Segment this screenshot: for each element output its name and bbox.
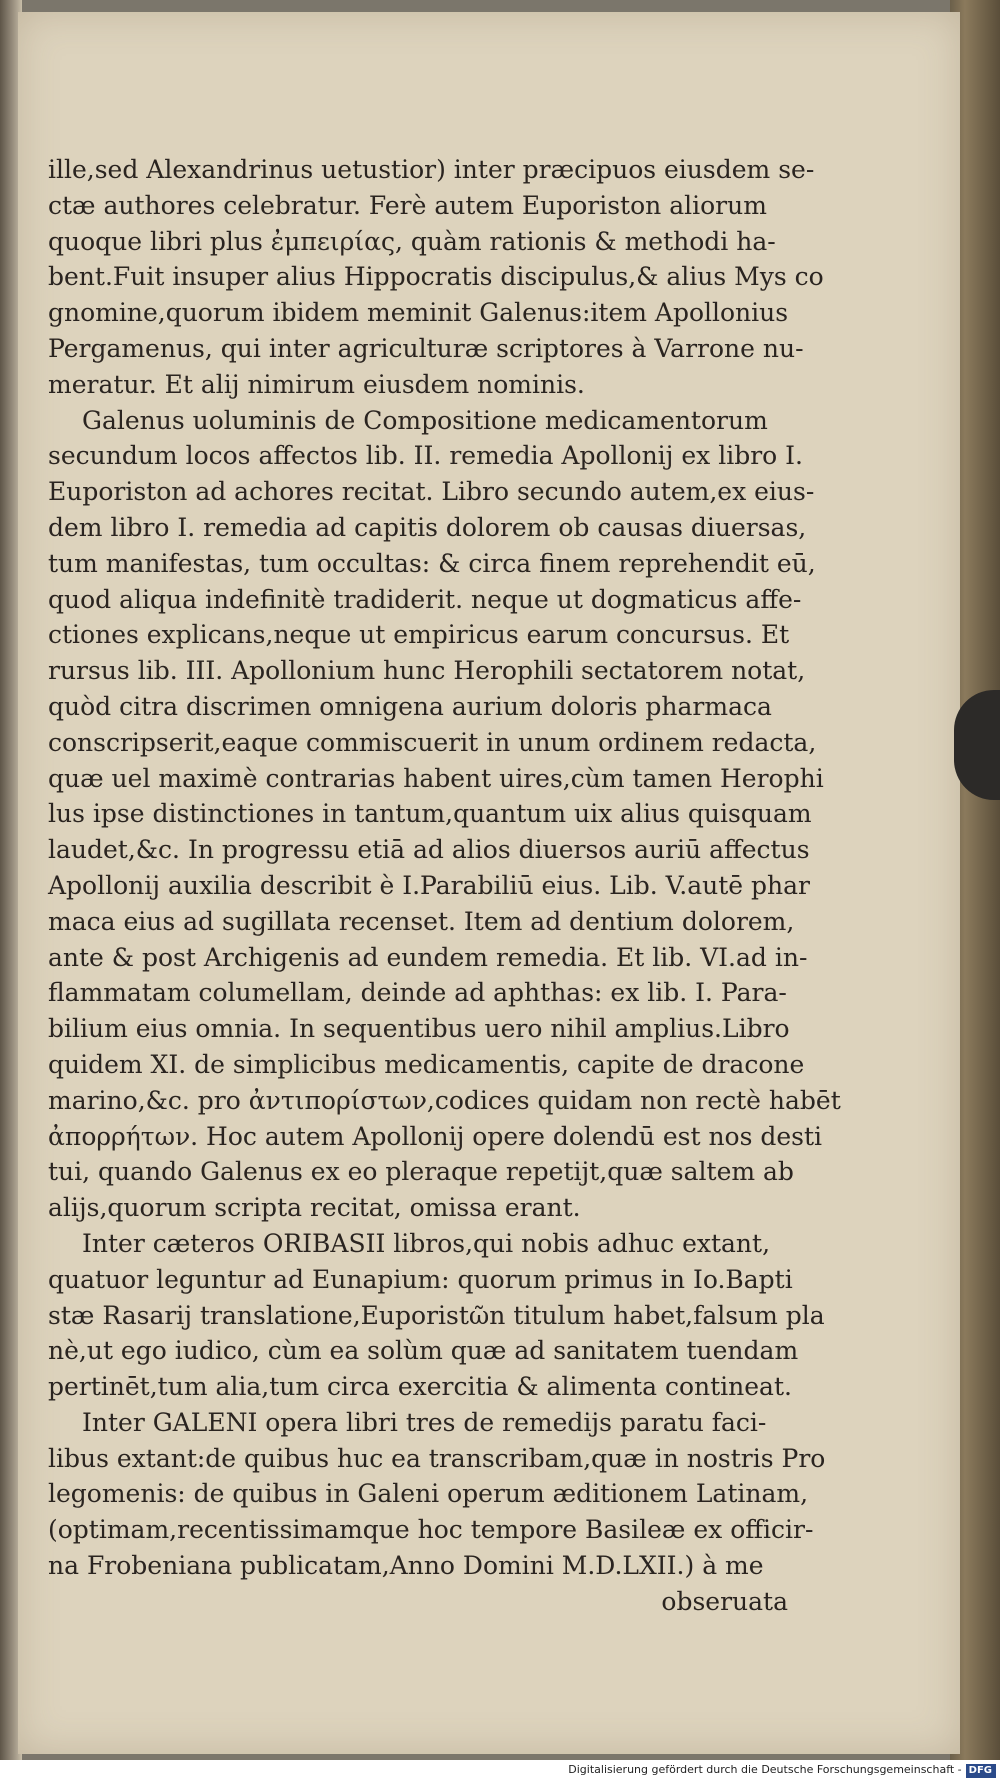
text-line: stæ Rasarij translatione,Euporistῶn titulum habet,falsum pla [48,1300,825,1330]
text-line: quòd citra discrimen omnigena aurium doloris pharmaca [48,691,772,721]
text-line: Euporiston ad achores recitat. Libro secundo autem,ex eius- [48,477,815,507]
text-line: ante & post Archigenis ad eundem remedia. Et lib. VI.ad in- [48,942,808,972]
text-line: alijs,quorum scripta recitat, omissa erant. [48,1193,581,1223]
text-line: secundum locos affectos lib. II. remedia Apollonij ex libro I. [48,441,803,471]
book-page [18,12,960,1754]
text-line: (optimam,recentissimamque hoc tempore Basileæ ex officir- [48,1515,814,1545]
text-line: bent.Fuit insuper alius Hippocratis discipulus,& alius Mys co [48,262,824,292]
text-line: Pergamenus, qui inter agriculturæ scriptores à Varrone nu- [48,333,804,363]
text-line: flammatam columellam, deinde ad aphthas: ex lib. I. Para- [48,978,787,1008]
text-line: libus extant:de quibus huc ea transcribam,quæ in nostris Pro [48,1443,826,1473]
footer-bar [0,1760,1000,1780]
text-line: ἀπορρήτων. Hoc autem Apollonij opere dolendū est nos desti [48,1121,823,1151]
text-line: conscripserit,eaque commiscuerit in unum ordinem redacta, [48,727,817,757]
book-clasp [954,690,1000,800]
text-line: bilium eius omnia. In sequentibus uero nihil amplius.Libro [48,1014,790,1044]
text-line: ctæ authores celebratur. Ferè autem Euporiston aliorum [48,190,767,220]
text-line: ille,sed Alexandrinus uetustior) inter præcipuos eiusdem se- [48,155,815,184]
text-line: gnomine,quorum ibidem meminit Galenus:item Apollonius [48,298,789,328]
text-line: maca eius ad sugillata recenset. Item ad dentium dolorem, [48,906,795,936]
text-line: rursus lib. III. Apollonium hunc Herophili sectatorem notat, [48,656,806,686]
text-line: tum manifestas, tum occultas: & circa finem reprehendit eū, [48,548,816,578]
text-line: quod aliqua indefinitè tradiderit. neque ut dogmaticus affe- [48,584,802,614]
text-line: Inter GALENI opera libri tres de remedijs paratu faci- [82,1407,767,1437]
text-line: Apollonij auxilia describit è I.Parabiliū eius. Lib. V.autē phar [48,870,811,900]
dfg-logo[interactable]: DFG [966,1764,996,1778]
text-line: quoque libri plus ἐμπειρίας, quàm rationis & methodi ha- [48,226,776,256]
text-line: legomenis: de quibus in Galeni operum æditionem Latinam, [48,1479,809,1509]
text-line: quidem XI. de simplicibus medicamentis, capite de dracone [48,1049,805,1079]
footer-credit: Digitalisierung gefördert durch die Deutsche Forschungsgemeinschaft - [568,1763,962,1776]
text-line: quatuor leguntur ad Eunapium: quorum primus in Io.Bapti [48,1264,793,1294]
catchword: obseruata [661,1586,788,1616]
text-line: lus ipse distinctiones in tantum,quantum uix alius quisquam [48,799,812,829]
text-line: Galenus uoluminis de Compositione medicamentorum [82,405,768,435]
page-text [48,152,841,1620]
text-line: ctiones explicans,neque ut empiricus earum concursus. Et [48,620,790,650]
text-line: meratur. Et alij nimirum eiusdem nominis. [48,369,585,399]
text-line: Inter cæteros ORIBASII libros,qui nobis adhuc extant, [82,1228,771,1258]
text-line: tui, quando Galenus ex eo pleraque repetijt,quæ saltem ab [48,1157,794,1187]
text-line: pertinēt,tum alia,tum circa exercitia & alimenta contineat. [48,1372,792,1402]
text-line: dem libro I. remedia ad capitis dolorem ob causas diuersas, [48,512,807,542]
text-line: marino,&c. pro ἀντιπορίστων,codices quidam non rectè habēt [48,1085,841,1115]
text-line: laudet,&c. In progressu etiā ad alios diuersos auriū affectus [48,835,810,865]
text-line: na Frobeniana publicatam,Anno Domini M.D.LXII.) à me [48,1551,764,1581]
text-line: quæ uel maximè contrarias habent uires,cùm tamen Herophi [48,763,824,793]
text-line: nè,ut ego iudico, cùm ea solùm quæ ad sanitatem tuendam [48,1336,799,1366]
